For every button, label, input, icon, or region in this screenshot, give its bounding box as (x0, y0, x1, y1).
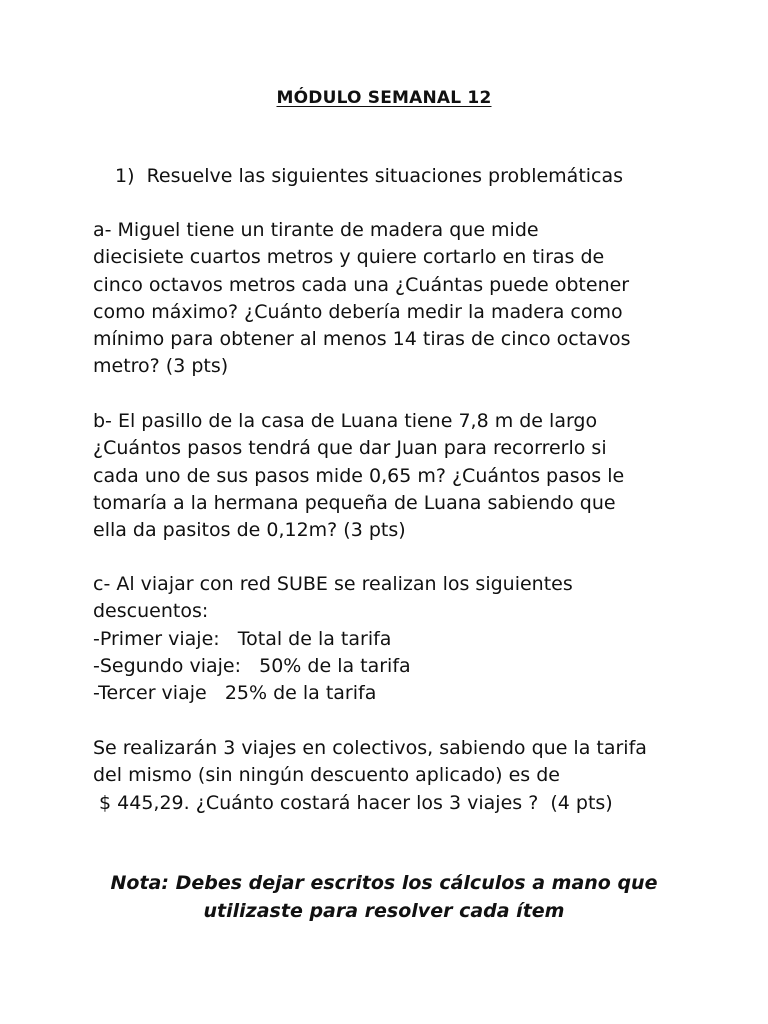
problem-b-line: ¿Cuántos pasos tendrá que dar Juan para recorrerlo si (93, 437, 607, 460)
problem-a-line: mínimo para obtener al menos 14 tiras de cinco octavos (93, 328, 631, 351)
problem-a-line: cinco octavos metros cada una ¿Cuántas puede obtener (93, 273, 630, 296)
note-line: utilizaste para resolver cada ítem (203, 899, 565, 922)
problem-b-line: ella da pasitos de 0,12m? (3 pts) (93, 519, 406, 542)
discount-item-second: -Segundo viaje: 50% de la tarifa (93, 654, 411, 677)
page-title: MÓDULO SEMANAL 12 (276, 88, 492, 108)
problem-c (93, 571, 693, 707)
problem-c-question (93, 735, 693, 817)
problem-c-question-line: $ 445,29. ¿Cuánto costará hacer los 3 viajes ? (4 pts) (93, 791, 613, 814)
problem-b-line: tomaría a la hermana pequeña de Luana sabiendo que (93, 491, 616, 514)
problem-c-line: c- Al viajar con red SUBE se realizan los siguientes (93, 573, 573, 595)
problem-c-question-line: del mismo (sin ningún descuento aplicado) es de (93, 764, 560, 787)
problem-a-line: como máximo? ¿Cuánto debería medir la madera como (93, 300, 623, 323)
note (0, 870, 768, 925)
note-line: Nota: Debes dejar escritos los cálculos a mano que (110, 872, 658, 894)
problem-c-line: descuentos: (93, 600, 209, 623)
problem-a-line: metro? (3 pts) (93, 355, 229, 378)
problem-a-line: diecisiete cuartos metros y quiere cortarlo en tiras de (93, 246, 605, 269)
problem-b-line: b- El pasillo de la casa de Luana tiene 7,8 m de largo (93, 410, 598, 432)
discount-item-third: -Tercer viaje 25% de la tarifa (93, 682, 377, 705)
problem-a-line: a- Miguel tiene un tirante de madera que mide (93, 219, 539, 241)
discount-item-first: -Primer viaje: Total de la tarifa (93, 627, 392, 650)
problem-a (93, 217, 693, 381)
problem-b-line: cada uno de sus pasos mide 0,65 m? ¿Cuántos pasos le (93, 464, 625, 487)
problem-b (93, 408, 693, 544)
instruction-heading: 1) Resuelve las siguientes situaciones problemáticas (115, 165, 624, 187)
problem-c-question-line: Se realizarán 3 viajes en colectivos, sabiendo que la tarifa (93, 737, 647, 759)
